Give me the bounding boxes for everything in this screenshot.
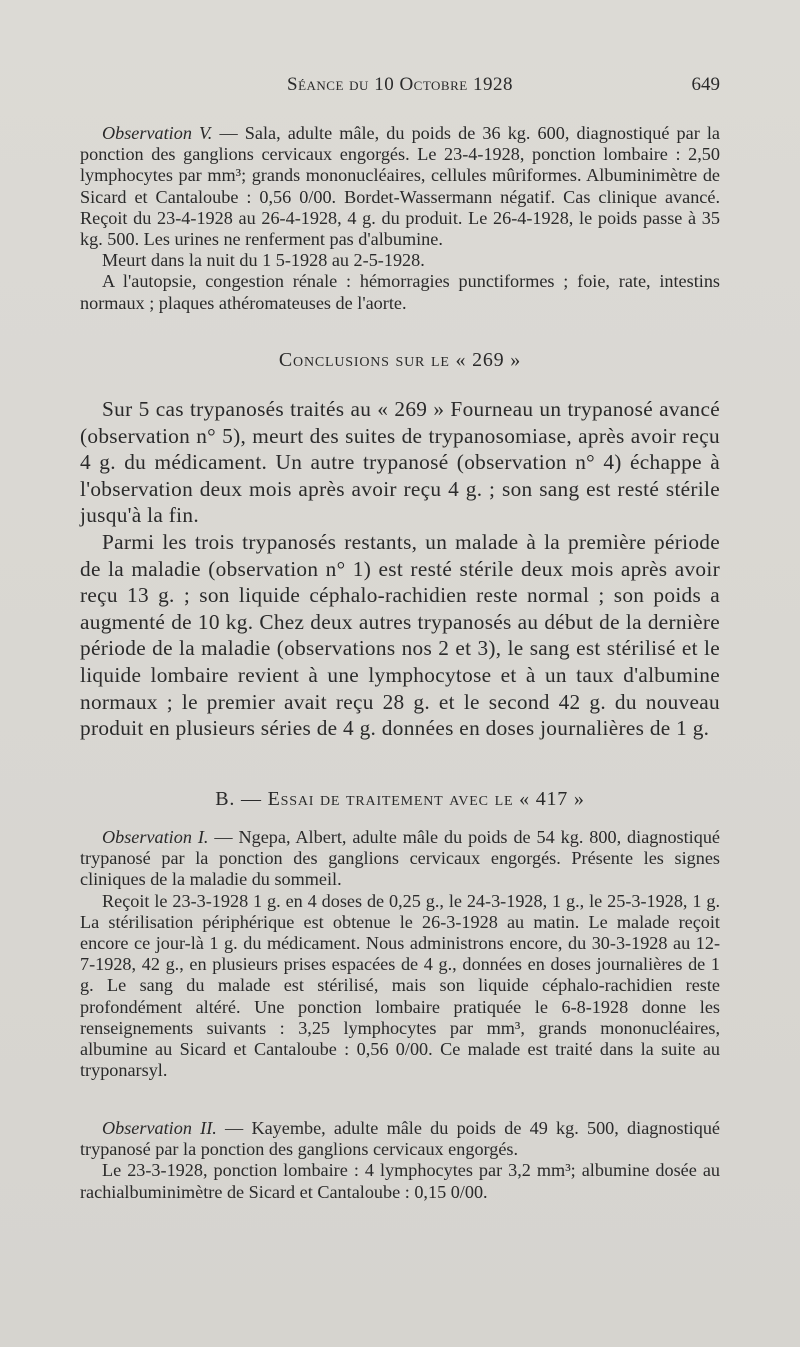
observation-v: [80, 123, 720, 314]
observation-v-autopsy: A l'autopsie, congestion rénale : hémorragies punctiformes ; foie, rate, intestins normaux ; plaques athéromateuses de l'aorte.: [80, 271, 720, 313]
observation-v-label: Observation V.: [102, 123, 213, 143]
conclusions-paragraph-1: Sur 5 cas trypanosés traités au « 269 » Fourneau un trypanosé avancé (observation n° 5), meurt des suites de trypanosomiase, après avoir reçu 4 g. du médicament. Un autre trypanosé (observation n° 4) échappe à l'observation deux mois après avoir reçu 4 g. ; son sang est resté stérile jusqu'à la fin.: [80, 397, 720, 528]
conclusions-paragraph-2: Parmi les trois trypanosés restants, un malade à la première période de la maladie (observation n° 1) est resté stérile deux mois après avoir reçu 13 g. ; son liquide céphalo-rachidien reste normal ; son poids a augmenté de 10 kg. Chez deux autres trypanosés au début de la dernière période de la maladie (observations nos 2 et 3), le sang est stérilisé et le liquide lombaire revient à une lymphocytose et à un taux d'albumine normaux ; le premier avait reçu 28 g. et le second 42 g. du nouveau produit en plusieurs séries de 4 g. données en doses journalières de 1 g.: [80, 529, 720, 741]
observation-i-paragraph-1: [80, 827, 720, 891]
observation-v-death: Meurt dans la nuit du 1 5-1928 au 2-5-1928.: [102, 250, 425, 271]
observation-v-text: — Sala, adulte mâle, du poids de 36 kg. 600, diagnostiqué par la ponction des ganglions cervicaux engorgés. Le 23-4-1928, ponction lombaire : 2,50 lymphocytes par mm³; grands mononucléaires, cellules mûriformes. Albuminimètre de Sicard et Cantaloube : 0,56 0/00. Bordet-Wassermann négatif. Cas clinique avancé. Reçoit du 23-4-1928 au 26-4-1928, 4 g. du produit. Le 26-4-1928, le poids passe à 35 kg. 500. Les urines ne renferment pas d'albumine.: [80, 123, 720, 250]
conclusions-heading: Conclusions sur le « 269 »: [278, 349, 522, 371]
running-title: Séance du 10 Octobre 1928: [287, 74, 513, 95]
page-header: [80, 74, 720, 104]
observation-ii-label: Observation II.: [102, 1118, 217, 1138]
observation-i-label: Observation I.: [102, 827, 209, 847]
observation-i-text: — Ngepa, Albert, adulte mâle du poids de 54 kg. 800, diagnostiqué trypanosé par la ponction des ganglions cervicaux engorgés. Présente les signes cliniques de la maladie du sommeil.: [80, 827, 720, 890]
observation-ii-paragraph-1: [80, 1118, 720, 1160]
section-b-heading: B. — Essai de traitement avec le « 417 »: [215, 788, 585, 810]
observation-i-paragraph-2: Reçoit le 23-3-1928 1 g. en 4 doses de 0,25 g., le 24-3-1928, 1 g., le 25-3-1928, 1 g. La stérilisation périphérique est obtenue le 26-3-1928 au matin. Le malade reçoit encore ce jour-là 1 g. du médicament. Nous administrons encore, du 30-3-1928 au 12-7-1928, 42 g., en plusieurs prises espacées de 4 g., données en doses journalières de 1 g. Le sang du malade est stérilisé, mais son liquide céphalo-rachidien reste profondément altéré. Une ponction lombaire pratiquée le 6-8-1928 donne les renseignements suivants : 3,25 lymphocytes par mm³, grands mononucléaires, albumine au Sicard et Cantaloube : 0,56 0/00. Ce malade est traité dans la suite au tryponarsyl.: [80, 890, 720, 1081]
observation-i: [80, 827, 720, 1081]
observation-v-paragraph: [80, 123, 720, 250]
observation-ii: [80, 1118, 720, 1203]
page-number: 649: [691, 74, 720, 95]
observation-ii-paragraph-2: Le 23-3-1928, ponction lombaire : 4 lymphocytes par 3,2 mm³; albumine dosée au rachialbuminimètre de Sicard et Cantaloube : 0,15 0/00.: [80, 1160, 720, 1202]
observation-ii-text: — Kayembe, adulte mâle du poids de 49 kg. 500, diagnostiqué trypanosé par la ponction des ganglions cervicaux engorgés.: [80, 1118, 720, 1160]
conclusions-body: [80, 396, 720, 742]
